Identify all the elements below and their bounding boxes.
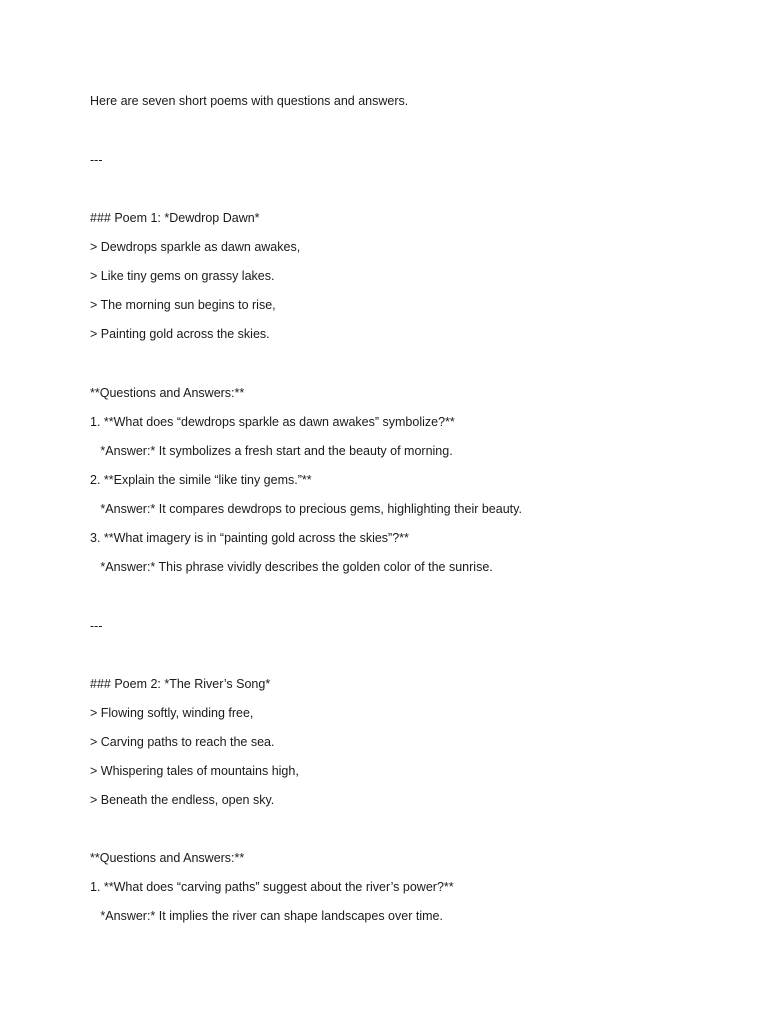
poem-1-line: > The morning sun begins to rise,: [90, 298, 276, 312]
poem-1-answer: *Answer:* It compares dewdrops to precious gems, highlighting their beauty.: [90, 502, 522, 516]
separator: ---: [90, 619, 103, 633]
poem-2-qa-heading: **Questions and Answers:**: [90, 851, 245, 865]
poem-1-answer: *Answer:* This phrase vividly describes the golden color of the sunrise.: [90, 560, 493, 574]
poem-2-line: > Flowing softly, winding free,: [90, 706, 254, 720]
poem-2-line: > Whispering tales of mountains high,: [90, 764, 299, 778]
poem-1-heading: ### Poem 1: *Dewdrop Dawn*: [90, 211, 260, 225]
poem-2-line: > Beneath the endless, open sky.: [90, 793, 275, 807]
poem-1-question: 1. **What does “dewdrops sparkle as dawn awakes” symbolize?**: [90, 415, 455, 429]
poem-1-line: > Painting gold across the skies.: [90, 327, 270, 341]
poem-2-heading: ### Poem 2: *The River’s Song*: [90, 677, 271, 691]
poem-1-question: 3. **What imagery is in “painting gold across the skies”?**: [90, 531, 409, 545]
poem-1-line: > Like tiny gems on grassy lakes.: [90, 269, 275, 283]
poem-1-question: 2. **Explain the simile “like tiny gems.”**: [90, 473, 312, 487]
poem-2-line: > Carving paths to reach the sea.: [90, 735, 275, 749]
poem-1-line: > Dewdrops sparkle as dawn awakes,: [90, 240, 301, 254]
poem-2-answer: *Answer:* It implies the river can shape landscapes over time.: [90, 909, 443, 923]
poem-2-question: 1. **What does “carving paths” suggest about the river’s power?**: [90, 880, 454, 894]
separator: ---: [90, 153, 103, 167]
poem-1-answer: *Answer:* It symbolizes a fresh start and the beauty of morning.: [90, 444, 453, 458]
intro-text: Here are seven short poems with questions and answers.: [90, 94, 409, 108]
poem-1-qa-heading: **Questions and Answers:**: [90, 386, 245, 400]
